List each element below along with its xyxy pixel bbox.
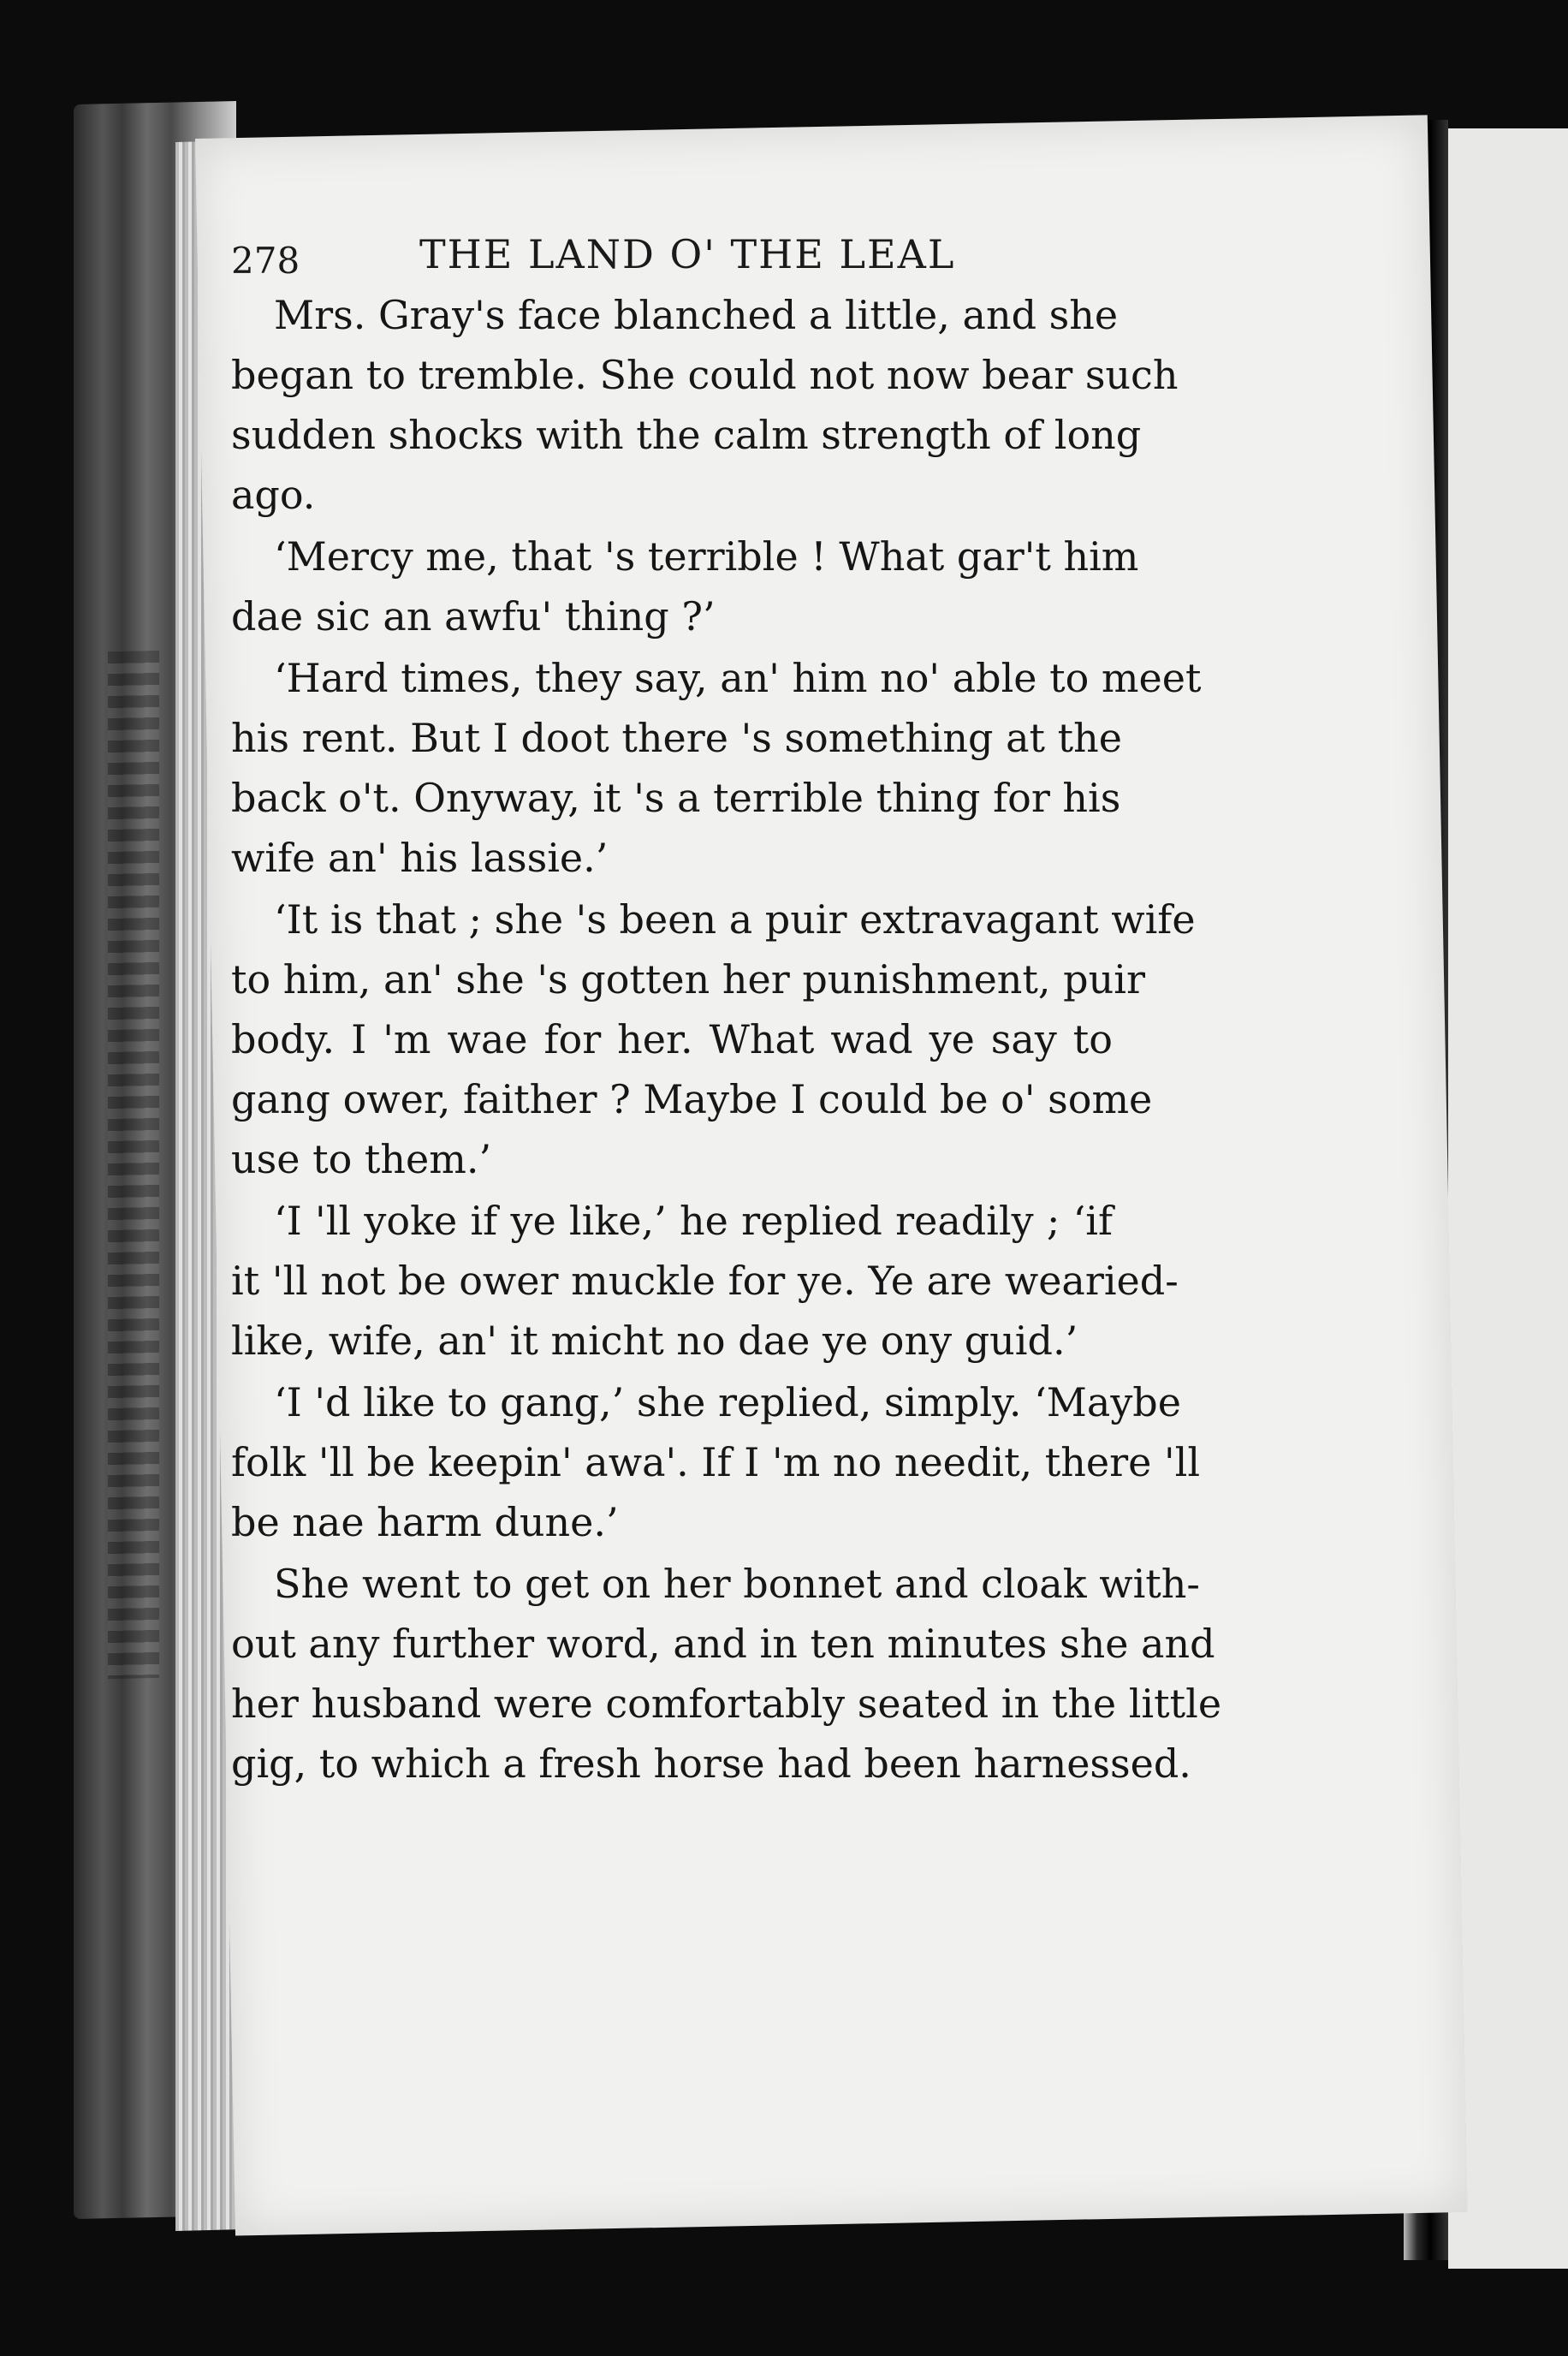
- text-line: it 'll not be ower muckle for ye. Ye are wearied-: [231, 1258, 1179, 1304]
- text-line: body. I 'm wae for her. What wad ye say to: [231, 1016, 1113, 1062]
- text-line: be nae harm dune.’: [231, 1499, 619, 1545]
- text-line: ‘It is that ; she 's been a puir extravagant wife: [274, 896, 1196, 943]
- text-line: sudden shocks with the calm strength of long: [231, 412, 1142, 458]
- text-line: ago.: [231, 472, 316, 518]
- text-line: to him, an' she 's gotten her punishment, puir: [231, 956, 1145, 1002]
- facing-page-edge: [1448, 128, 1568, 2269]
- text-line: dae sic an awfu' thing ?’: [231, 593, 716, 640]
- text-line: use to them.’: [231, 1136, 492, 1182]
- text-line: like, wife, an' it micht no dae ye ony guid.’: [231, 1318, 1078, 1364]
- text-line: out any further word, and in ten minutes she and: [231, 1621, 1215, 1667]
- text-line: Mrs. Gray's face blanched a little, and she: [274, 292, 1119, 338]
- page-number: 278: [231, 240, 300, 282]
- text-line: gang ower, faither ? Maybe I could be o' some: [231, 1076, 1153, 1122]
- text-line: ‘I 'll yoke if ye like,’ he replied readily ; ‘if: [274, 1198, 1113, 1244]
- text-line: folk 'll be keepin' awa'. If I 'm no needit, there 'll: [231, 1439, 1201, 1485]
- text-line: wife an' his lassie.’: [231, 835, 609, 881]
- text-line: back o't. Onyway, it 's a terrible thing for his: [231, 775, 1121, 821]
- text-line: began to tremble. She could not now bear such: [231, 352, 1179, 398]
- text-line: ‘I 'd like to gang,’ she replied, simply. ‘Maybe: [274, 1379, 1181, 1425]
- page-header: [231, 214, 1155, 283]
- text-line: gig, to which a fresh horse had been harnessed.: [231, 1740, 1191, 1787]
- text-line: her husband were comfortably seated in the little: [231, 1681, 1222, 1727]
- text-line: his rent. But I doot there 's something at the: [231, 715, 1122, 761]
- text-line: She went to get on her bonnet and cloak with-: [274, 1561, 1200, 1607]
- running-title: THE LAND O' THE LEAL: [419, 231, 956, 277]
- text-line: ‘Hard times, they say, an' him no' able to meet: [274, 655, 1202, 701]
- text-line: ‘Mercy me, that 's terrible ! What gar't him: [274, 533, 1139, 580]
